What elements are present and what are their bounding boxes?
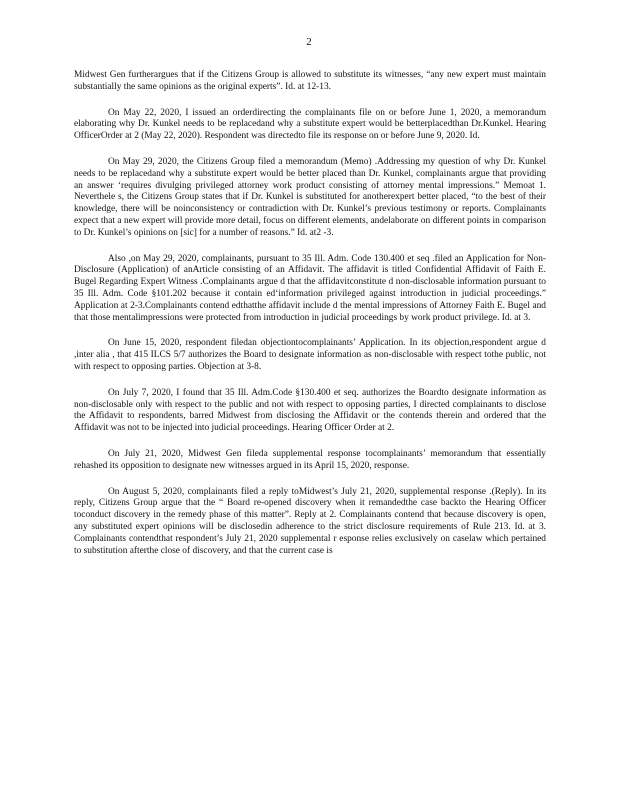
paragraph: On July 21, 2020, Midwest Gen fileda supplemental response tocomplainants’ memorandum that essentially rehashed its opposition to designate new witnesses argued in its April 15, 2020, response. [74,448,546,471]
paragraph: On June 15, 2020, respondent filedan objectiontocomplainants’ Application. In its objection,respondent argue d ,inter alia , that 415 ILCS 5/7 authorizes the Board to designate information as non-disclosable with respect tothe public, not with respect to opposing parties. Objection at 3-8. [74,338,546,372]
paragraph: On August 5, 2020, complainants filed a reply toMidwest’s July 21, 2020, supplemental response .(Reply). In its reply, Citizens Group argue that the “ Board re-opened discovery when it remandedthe case backto the Hearing Officer toconduct discovery in the remedy phase of this matter”. Reply at 2. Complainants contend that because discovery is open, any substituted expert opinions will be disclosedin adherence to the strict disclosure requirements of Rule 213. Id. at 3. Complainants contendthat respondent’s July 21, 2020 supplemental r esponse relies exclusively on caselaw which pertained to substitution afterthe close of discovery, and that the current case is [74,486,546,556]
document-body [74,70,546,571]
page-number: 2 [306,36,312,48]
paragraph: Also ,on May 29, 2020, complainants, pursuant to 35 Ill. Adm. Code 130.400 et seq .filed an Application for Non-Disclosure (Application) of anArticle consisting of an Affidavit. The affidavit is titled Confidential Affidavit of Faith E. Bugel Regarding Expert Witness .Complainants argue d that the affidavitconstitute d non-disclosable information pursuant to 35 Ill. Adm. Code §101.202 because it contain ed‘information privileged against introduction in judicial proceedings.” Application at 2-3.Complainants contend edthatthe affidavit include d the mental impressions of Attorney Faith E. Bugel and that those mentalimpressions were protected from introduction in judicial proceedings by work product privilege. Id. at 3. [74,253,546,323]
paragraph: On May 29, 2020, the Citizens Group filed a memorandum (Memo) .Addressing my question of why Dr. Kunkel needs to be replacedand why a substitute expert would be better placed than Dr. Kunkel, complainants argue that providing an answer ‘requires divulging privileged attorney work product consisting of attorney mental impressions.” Memoat 1. Neverthele s, the Citizens Group states that if Dr. Kunkel is substituted for anotherexpert better placed, “to the best of their knowledge, there will be noinconsistency or contradiction with Dr. Kunkel’s previous testimony or reports. Complainants expect that a new expert will provide more detail, focus on different elements, andelaborate on different points in comparison to Dr. Kunkel’s opinions on [sic] for a number of reasons.” Id. at2 -3. [74,156,546,238]
paragraph: Midwest Gen furtherargues that if the Citizens Group is allowed to substitute its witnesses, “any new expert must maintain substantially the same opinions as the original experts”. Id. at 12-13. [74,70,546,92]
paragraph: On July 7, 2020, I found that 35 Ill. Adm.Code §130.400 et seq. authorizes the Boardto designate information as non-disclosable only with respect to the public and not with respect to opposing parties, I directed complainants to disclose the Affidavit to respondents, barred Midwest from disclosing the Affidavit or the contends therein and ordered that the Affidavit was not to be injected into judicial proceedings. Hearing Officer Order at 2. [74,387,546,434]
paragraph: On May 22, 2020, I issued an orderdirecting the complainants file on or before June 1, 2020, a memorandum elaborating why Dr. Kunkel needs to be replacedand why a substitute expert would be betterplacedthan Dr.Kunkel. Hearing OfficerOrder at 2 (May 22, 2020). Respondent was directedto file its response on or before June 9, 2020. Id. [74,107,546,142]
